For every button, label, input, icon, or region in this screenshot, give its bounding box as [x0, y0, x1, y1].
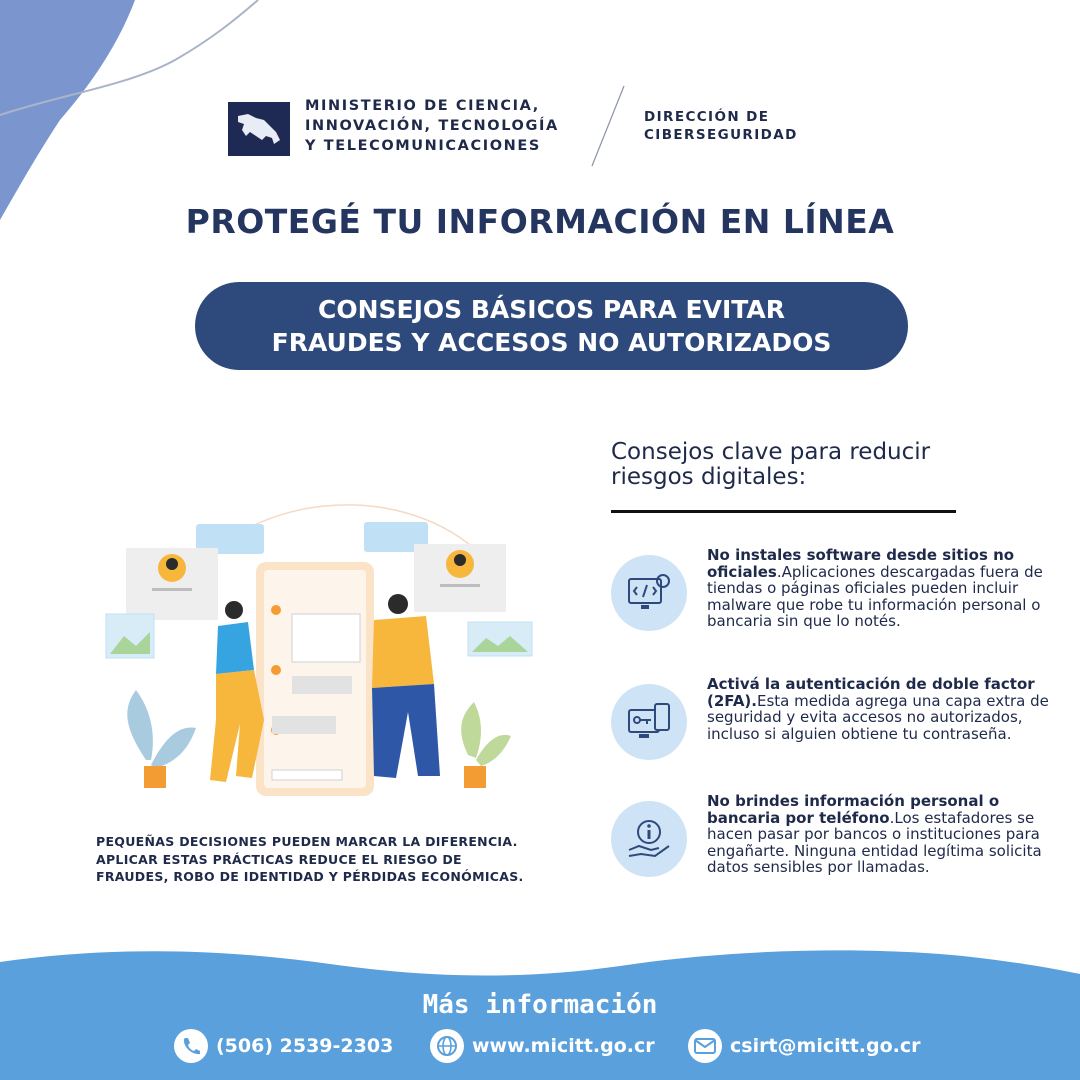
ministry-header	[228, 84, 559, 168]
tip-title: No brindes información personal o bancaria por teléfono	[707, 792, 1000, 827]
people-phone-illustration	[96, 470, 546, 810]
tips-divider	[611, 510, 956, 513]
page-title: PROTEGÉ TU INFORMACIÓN EN LÍNEA	[185, 202, 895, 241]
tip-description: .Aplicaciones descargadas fuera de tiendas o páginas oficiales pueden incluir malware que robe tu información personal o bancaria sin que lo notés.	[707, 562, 1043, 630]
tip-item	[611, 676, 1061, 760]
website-link[interactable]: www.micitt.go.cr	[472, 1035, 655, 1057]
tips-heading: Consejos clave para reducir riesgos digitales:	[611, 439, 931, 490]
tip-item	[611, 793, 1061, 877]
mail-icon	[688, 1029, 722, 1063]
code-monitor-icon	[611, 555, 687, 631]
contact-email[interactable]	[688, 1028, 921, 1064]
phone-icon	[174, 1029, 208, 1063]
two-factor-device-icon	[611, 684, 687, 760]
tip-title: No instales software desde sitios no oficiales	[707, 546, 1015, 581]
globe-icon	[430, 1029, 464, 1063]
contact-website[interactable]	[430, 1028, 655, 1064]
directorate-name: DIRECCIÓN DE CIBERSEGURIDAD	[644, 109, 798, 143]
costa-rica-map-icon	[228, 102, 290, 156]
email-link[interactable]: csirt@micitt.go.cr	[730, 1035, 921, 1057]
header-divider	[588, 84, 628, 168]
contact-phone[interactable]	[174, 1028, 393, 1064]
subtitle-banner: CONSEJOS BÁSICOS PARA EVITAR FRAUDES Y ACCESOS NO AUTORIZADOS	[195, 282, 908, 370]
tip-title: Activá la autenticación de doble factor (2FA).	[707, 675, 1035, 710]
phone-number[interactable]: (506) 2539-2303	[216, 1035, 394, 1057]
info-hand-icon	[611, 801, 687, 877]
closing-message: PEQUEÑAS DECISIONES PUEDEN MARCAR LA DIFERENCIA. APLICAR ESTAS PRÁCTICAS REDUCE EL RIESGO DE FRAUDES, ROBO DE IDENTIDAD Y PÉRDIDAS ECONÓMICAS.	[96, 834, 524, 884]
tip-description: .Los estafadores se hacen pasar por bancos o instituciones para engañarte. Ninguna entidad legítima solicita datos sensibles por llamadas.	[707, 808, 1042, 876]
footer-title: Más información	[422, 990, 658, 1020]
ministry-name: MINISTERIO DE CIENCIA, INNOVACIÓN, TECNOLOGÍA Y TELECOMUNICACIONES	[305, 98, 559, 154]
tip-item	[611, 547, 1061, 631]
tip-description: Esta medida agrega una capa extra de seguridad y evita accesos no autorizados, incluso si alguien obtiene tu contraseña.	[707, 691, 1049, 743]
